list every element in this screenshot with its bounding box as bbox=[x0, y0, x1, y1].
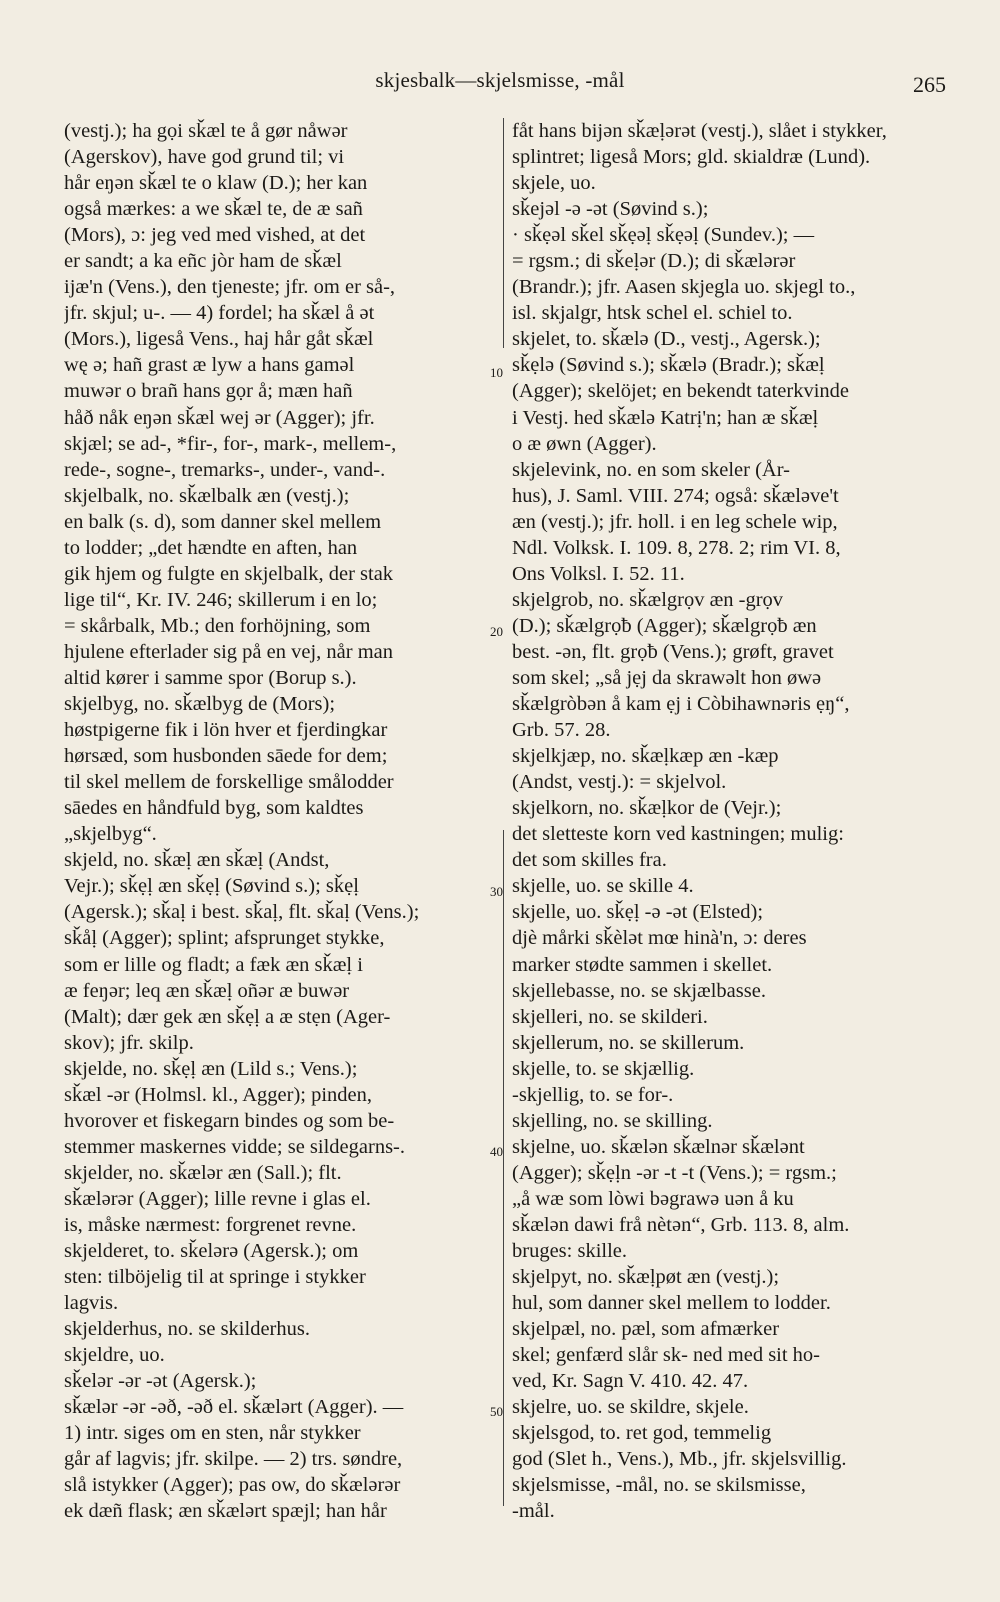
text-line: sǩåḷ (Agger); splint; afsprunget stykke, bbox=[64, 927, 385, 950]
text-line: Ons Volksl. I. 52. 11. bbox=[512, 562, 685, 585]
text-line: muwər o brañ hans gọr å; mæn hañ bbox=[64, 380, 353, 403]
text-line: skjelpyt, no. sǩæḷpøt æn (vestj.); bbox=[512, 1266, 780, 1289]
text-line: ek dæñ flask; æn sǩælərt spæjl; han hår bbox=[64, 1500, 387, 1523]
text-line: skjele, uo. bbox=[512, 172, 596, 195]
text-line: -mål. bbox=[512, 1500, 555, 1523]
text-line: sǩælər -ər -əð, -əð el. sǩælərt (Agger). — bbox=[64, 1396, 404, 1419]
column-divider bbox=[503, 830, 504, 1506]
text-line: skjelbalk, no. sǩælbalk æn (vestj.); bbox=[64, 484, 350, 507]
text-line: Ndl. Volksk. I. 109. 8, 278. 2; rim VI. 8, bbox=[512, 536, 841, 559]
text-line: sǩejəl -ə -ət (Søvind s.); bbox=[512, 198, 709, 221]
text-line: skjelde, no. sǩẹḷ æn (Lild s.; Vens.); bbox=[64, 1057, 358, 1080]
text-line: · sǩẹəl sǩel sǩẹəḷ sǩẹəḷ (Sundev.); — bbox=[512, 224, 815, 247]
text-line: „å wæ som lòwi bəgrawə uən å ku bbox=[512, 1187, 794, 1210]
text-line: skjelle, uo. sǩẹḷ -ə -ət (Elsted); bbox=[512, 901, 764, 924]
text-line: splintret; ligeså Mors; gld. skialdræ (Lund). bbox=[512, 146, 871, 169]
text-line: skjeld, no. sǩæḷ æn sǩæḷ (Andst, bbox=[64, 849, 330, 872]
line-number: 20 bbox=[490, 624, 503, 639]
text-line: Vejr.); sǩẹḷ æn sǩẹḷ (Søvind s.); sǩẹḷ bbox=[64, 875, 359, 898]
text-line: (Agersk.); sǩaḷ i best. sǩaḷ, flt. sǩaḷ (Vens.); bbox=[64, 901, 420, 924]
line-number: 10 bbox=[490, 365, 503, 380]
text-line: skjelkorn, no. sǩæḷkor de (Vejr.); bbox=[512, 797, 782, 820]
text-line: (Mors), ɔ: jeg ved med vished, at det bbox=[64, 224, 366, 247]
running-title: skjesbalk—skjelsmisse, -mål bbox=[375, 68, 625, 92]
text-line: skjelderhus, no. se skilderhus. bbox=[64, 1318, 310, 1341]
text-line: sǩælgròbən å kam ẹj i Còbihawnəris ẹŋ“, bbox=[512, 693, 850, 716]
text-line: god (Slet h., Vens.), Mb., jfr. skjelsvillig. bbox=[512, 1448, 847, 1471]
text-line: fåt hans bijən sǩæḷərət (vestj.), slået i stykker, bbox=[512, 120, 887, 142]
text-line: ved, Kr. Sagn V. 410. 42. 47. bbox=[512, 1370, 749, 1393]
text-line: skjelder, no. sǩælər æn (Sall.); flt. bbox=[64, 1161, 342, 1184]
text-line: skjellerum, no. se skillerum. bbox=[512, 1031, 745, 1054]
text-line: også mærkes: a we sǩæl te, de æ sañ bbox=[64, 198, 363, 221]
text-line: høstpigerne fik i lön hver et fjerdingkar bbox=[64, 719, 388, 742]
text-line: rede-, sogne-, tremarks-, under-, vand-. bbox=[64, 458, 386, 481]
line-number: 50 bbox=[490, 1404, 503, 1419]
text-line: sǩẹlə (Søvind s.); sǩælə (Bradr.); sǩæḷ bbox=[512, 354, 825, 377]
text-line: -skjellig, to. se for-. bbox=[512, 1083, 674, 1106]
text-line: skjelet, to. sǩælə (D., vestj., Agersk.); bbox=[512, 328, 821, 351]
text-line: best. -ən, flt. grọƀ (Vens.); grøft, gravet bbox=[512, 640, 834, 663]
text-line: går af lagvis; jfr. skilpe. — 2) trs. søndre, bbox=[64, 1448, 403, 1471]
text-line: lagvis. bbox=[64, 1292, 119, 1315]
text-line: lige til“, Kr. IV. 246; skillerum i en lo; bbox=[64, 588, 378, 611]
text-line: skjelle, uo. se skille 4. bbox=[512, 875, 694, 898]
text-line: 1) intr. siges om en sten, når stykker bbox=[64, 1422, 361, 1445]
text-line: (Agger); sǩẹḷn -ər -t -t (Vens.); = rgsm.; bbox=[512, 1161, 837, 1184]
text-line: hus), J. Saml. VIII. 274; også: sǩæləve't bbox=[512, 484, 839, 507]
text-line: (Agerskov), have god grund til; vi bbox=[64, 146, 345, 169]
text-line: to lodder; „det hændte en aften, han bbox=[64, 536, 358, 559]
text-line: skjæl; se ad-, *fir-, for-, mark-, mellem-, bbox=[64, 432, 397, 455]
text-line: djè mårki sǩèlət mœ hinà'n, ɔ: deres bbox=[512, 927, 807, 950]
text-line: skjelre, uo. se skildre, skjele. bbox=[512, 1396, 749, 1419]
text-line: skjelbyg, no. sǩælbyg de (Mors); bbox=[64, 693, 336, 716]
text-line: wę ə; hañ grast æ lyw a hans gaməl bbox=[64, 354, 355, 377]
line-number: 40 bbox=[490, 1144, 503, 1159]
text-line: skjellebasse, no. se skjælbasse. bbox=[512, 979, 766, 1002]
page-number: 265 bbox=[913, 72, 946, 97]
text-line: „skjelbyg“. bbox=[64, 823, 157, 846]
text-line: hørsæd, som husbonden sāede for dem; bbox=[64, 745, 388, 768]
right-column bbox=[512, 118, 944, 1525]
text-line: sǩelər -ər -ət (Agersk.); bbox=[64, 1370, 257, 1393]
text-line: æ feŋər; leq æn sǩæḷ oñər æ buwər bbox=[64, 979, 350, 1002]
text-line: som er lille og fladt; a fæk æn sǩæḷ i bbox=[64, 953, 363, 976]
text-line: skel; genfærd slår sk- ned med sit ho- bbox=[512, 1344, 821, 1367]
text-line: skjelne, uo. sǩælən sǩælnər sǩælənt bbox=[512, 1135, 805, 1158]
text-line: sāedes en håndfuld byg, som kaldtes bbox=[64, 797, 364, 820]
text-line: sǩælərər (Agger); lille revne i glas el. bbox=[64, 1187, 371, 1210]
text-line: sten: tilböjelig til at springe i stykker bbox=[64, 1266, 366, 1289]
text-line: i Vestj. hed sǩælə Katrị'n; han æ sǩæḷ bbox=[512, 406, 819, 429]
text-line: skjelsmisse, -mål, no. se skilsmisse, bbox=[512, 1474, 806, 1497]
text-line: skov); jfr. skilp. bbox=[64, 1031, 194, 1054]
text-line: altid kører i samme spor (Borup s.). bbox=[64, 666, 357, 689]
text-line: det som skilles fra. bbox=[512, 849, 667, 872]
text-line: er sandt; a ka eñc jòr ham de sǩæl bbox=[64, 250, 342, 273]
text-line: isl. skjalgr, htsk schel el. schiel to. bbox=[512, 302, 793, 325]
text-line: marker stødte sammen i skellet. bbox=[512, 953, 773, 976]
text-line: skjelderet, to. sǩelərə (Agersk.); om bbox=[64, 1240, 359, 1263]
text-line: (D.); sǩælgrọƀ (Agger); sǩælgrọƀ æn bbox=[512, 614, 817, 637]
text-line: (Agger); skelöjet; en bekendt taterkvinde bbox=[512, 380, 849, 403]
text-line: (Brandr.); jfr. Aasen skjegla uo. skjegl to., bbox=[512, 276, 856, 299]
text-line: ijæ'n (Vens.), den tjeneste; jfr. om er så-, bbox=[64, 276, 396, 299]
text-line: håð nåk eŋən sǩæl wej ər (Agger); jfr. bbox=[64, 406, 375, 429]
text-line: skjelgrob, no. sǩælgrọv æn -grọv bbox=[512, 588, 784, 611]
text-line: æn (vestj.); jfr. holl. i en leg schele wip, bbox=[512, 510, 838, 533]
text-line: gik hjem og fulgte en skjelbalk, der stak bbox=[64, 562, 394, 585]
text-line: (Andst, vestj.): = skjelvol. bbox=[512, 771, 727, 794]
column-divider bbox=[503, 118, 504, 348]
text-line: skjelling, no. se skilling. bbox=[512, 1109, 713, 1132]
text-line: slå istykker (Agger); pas ow, do sǩælərər bbox=[64, 1474, 401, 1497]
text-line: det sletteste korn ved kastningen; mulig: bbox=[512, 823, 844, 846]
text-line: (Malt); dær gek æn sǩẹḷ a æ stẹn (Ager- bbox=[64, 1005, 391, 1028]
text-line: hår eŋən sǩæl te o klaw (D.); her kan bbox=[64, 172, 368, 195]
text-line: o æ øwn (Agger). bbox=[512, 432, 657, 455]
text-line: til skel mellem de forskellige smålodder bbox=[64, 771, 394, 794]
text-line: = skårbalk, Mb.; den forhöjning, som bbox=[64, 614, 371, 637]
text-line: hjulene efterlader sig på en vej, når man bbox=[64, 640, 393, 663]
text-line: bruges: skille. bbox=[512, 1240, 628, 1263]
text-line: som skel; „så jẹj da skrawəlt hon øwə bbox=[512, 666, 822, 689]
text-line: skjelkjæp, no. sǩæḷkæp æn -kæp bbox=[512, 745, 779, 768]
text-line: skjelleri, no. se skilderi. bbox=[512, 1005, 708, 1028]
text-line: (vestj.); ha gọi sǩæl te å gør nåwər bbox=[64, 120, 348, 142]
text-line: hul, som danner skel mellem to lodder. bbox=[512, 1292, 831, 1315]
text-line: sǩæl -ər (Holmsl. kl., Agger); pinden, bbox=[64, 1083, 373, 1106]
text-line: (Mors.), ligeså Vens., haj hår gåt sǩæl bbox=[64, 328, 374, 351]
text-line: hvorover et fiskegarn bindes og som be- bbox=[64, 1109, 395, 1132]
text-line: skjelevink, no. en som skeler (År- bbox=[512, 458, 790, 481]
text-line: jfr. skjul; u-. — 4) fordel; ha sǩæl å ət bbox=[64, 302, 375, 325]
text-line: skjeldre, uo. bbox=[64, 1344, 165, 1367]
text-line: skjelle, to. se skjællig. bbox=[512, 1057, 695, 1080]
text-line: skjelpæl, no. pæl, som afmærker bbox=[512, 1318, 780, 1341]
text-line: is, måske nærmest: forgrenet revne. bbox=[64, 1213, 357, 1236]
text-line: en balk (s. d), som danner skel mellem bbox=[64, 510, 382, 533]
text-line: stemmer maskernes vidde; se sildegarns-. bbox=[64, 1135, 406, 1158]
text-line: sǩælən dawi frå nètən“, Grb. 113. 8, alm. bbox=[512, 1213, 850, 1236]
text-line: skjelsgod, to. ret god, temmelig bbox=[512, 1422, 772, 1445]
left-column bbox=[64, 118, 494, 1525]
line-number: 30 bbox=[490, 884, 503, 899]
text-line: = rgsm.; di sǩeḷər (D.); di sǩælərər bbox=[512, 250, 796, 273]
text-line: Grb. 57. 28. bbox=[512, 719, 611, 742]
